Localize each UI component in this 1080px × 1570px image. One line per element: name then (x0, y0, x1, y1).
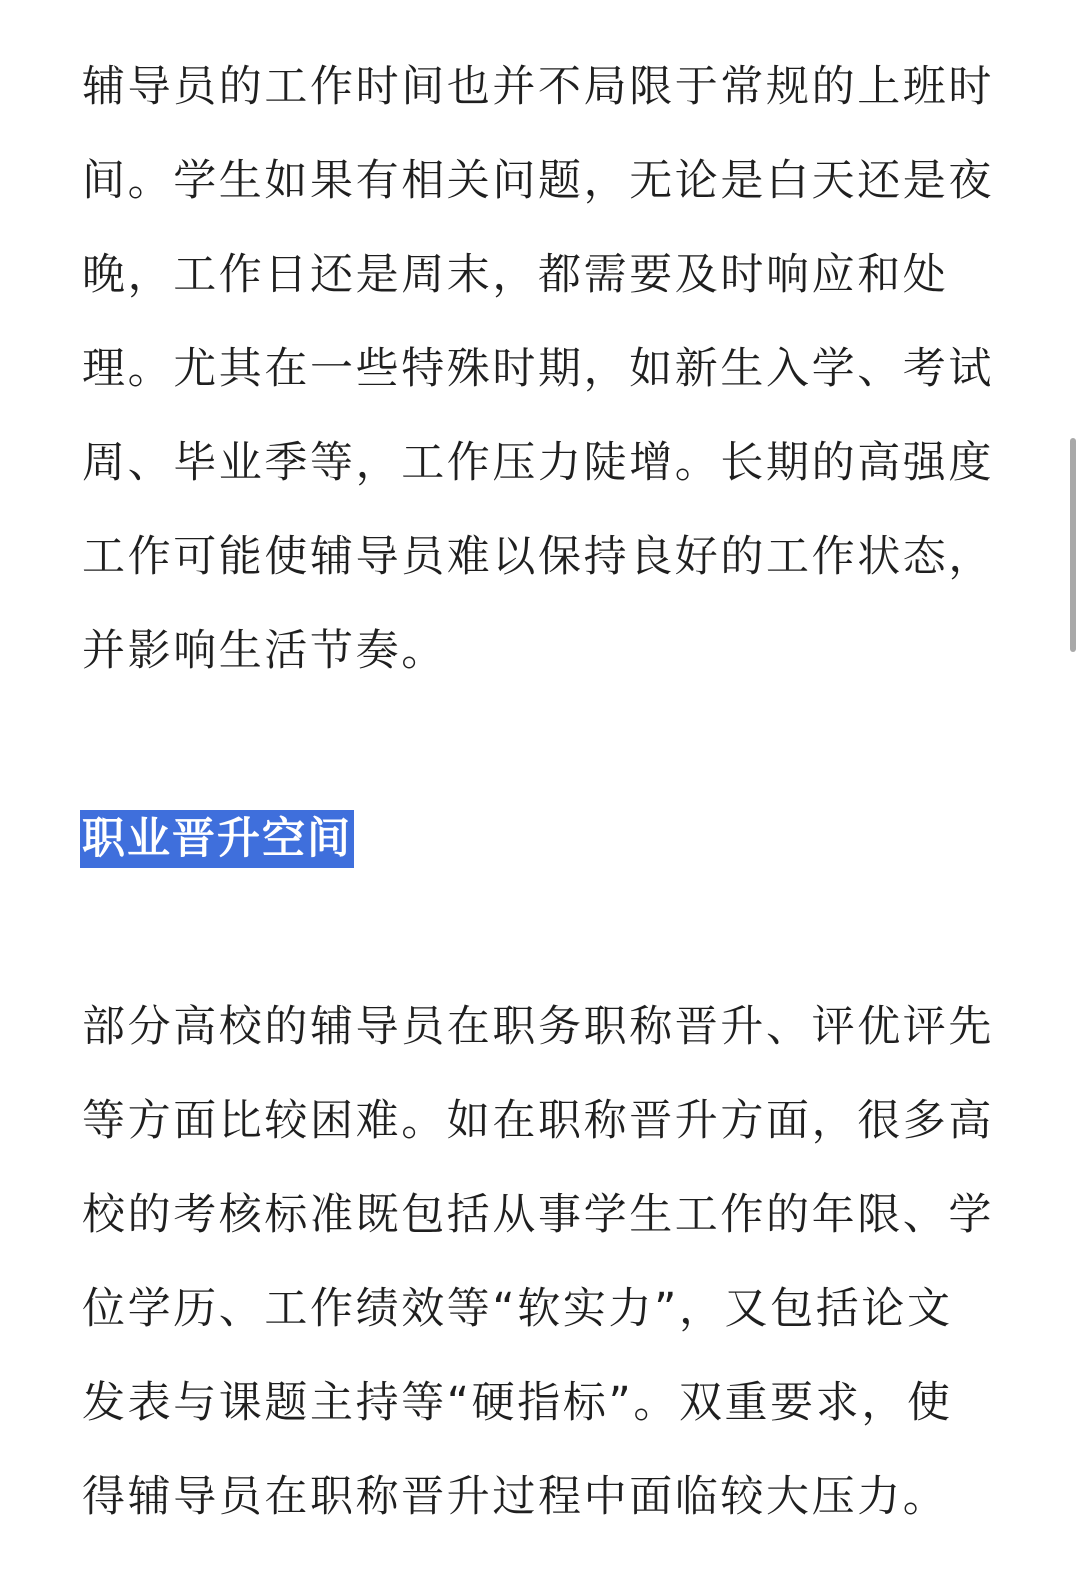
scrollbar-thumb[interactable] (1070, 438, 1076, 652)
paragraph-line: 并影响生活节奏。 (82, 626, 447, 676)
paragraph-line: 位学历、工作绩效等“软实力”，又包括论文 (82, 1284, 953, 1334)
paragraph-line: 等方面比较困难。如在职称晋升方面，很多高 (82, 1096, 994, 1146)
paragraph-line: 辅导员的工作时间也并不局限于常规的上班时 (82, 62, 994, 112)
paragraph-line: 晚，工作日还是周末，都需要及时响应和处 (82, 250, 949, 300)
paragraph-line: 发表与课题主持等“硬指标”。双重要求，使 (82, 1378, 953, 1428)
paragraph-work-hours (82, 40, 994, 698)
paragraph-line: 工作可能使辅导员难以保持良好的工作状态， (82, 532, 994, 582)
paragraph-line: 理。尤其在一些特殊时期，如新生入学、考试 (82, 344, 994, 394)
vertical-scrollbar[interactable] (1066, 0, 1080, 1570)
paragraph-line: 校的考核标准既包括从事学生工作的年限、学 (82, 1190, 994, 1240)
paragraph-line: 间。学生如果有相关问题，无论是白天还是夜 (82, 156, 994, 206)
paragraph-promotion (82, 980, 994, 1544)
paragraph-line: 得辅导员在职称晋升过程中面临较大压力。 (82, 1472, 949, 1522)
paragraph-line: 周、毕业季等，工作压力陡增。长期的高强度 (82, 438, 994, 488)
paragraph-line: 部分高校的辅导员在职务职称晋升、评优评先 (82, 1002, 994, 1052)
section-heading-career-promotion[interactable]: 职业晋升空间 (80, 810, 354, 868)
